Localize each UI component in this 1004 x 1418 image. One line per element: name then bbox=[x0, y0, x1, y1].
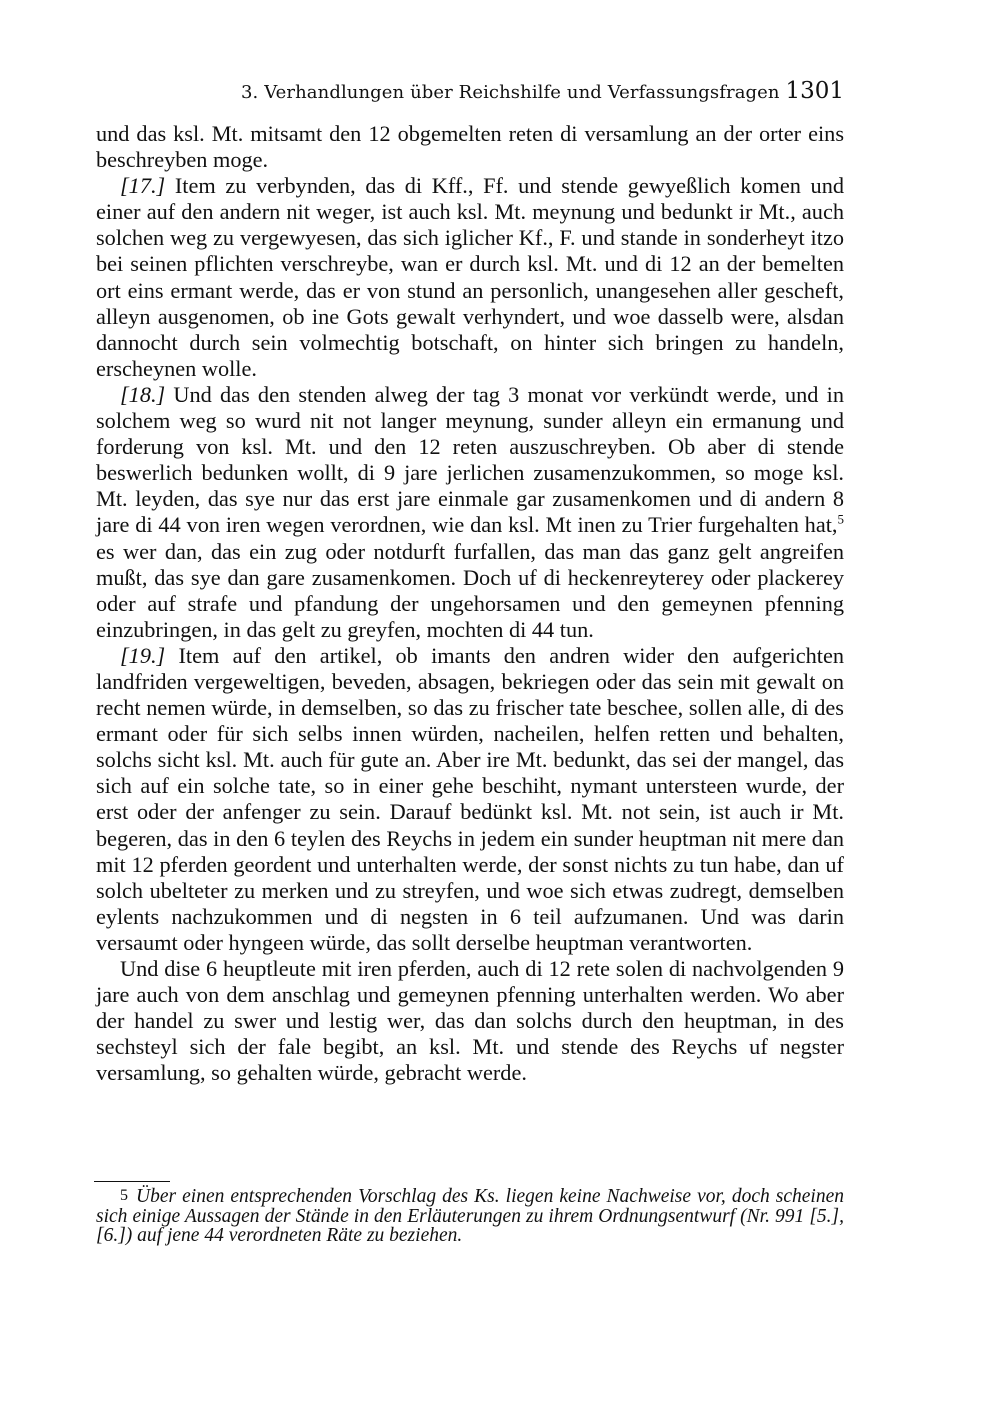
paragraph-continuation bbox=[96, 121, 844, 173]
paragraph-19 bbox=[96, 643, 844, 956]
footnote bbox=[96, 1186, 844, 1246]
page-number: 1301 bbox=[785, 78, 844, 104]
footnote-divider bbox=[94, 1181, 170, 1182]
paragraph-17 bbox=[96, 173, 844, 382]
footnote-text: Über einen entsprechenden Vorschlag des Ks. liegen keine Nachweise vor, doch scheinen sich einige Aussagen der Stände in den Erläuterungen zu ihrem Ordnungsentwurf (Nr. 991 [5.], [6.]) auf jene 44 verordneten Räte zu beziehen. bbox=[96, 1186, 844, 1246]
running-title: 3. Verhandlungen über Reichshilfe und Verfassungsfragen bbox=[241, 82, 780, 103]
paragraph-text: Item zu verbynden, das di Kff., Ff. und stende gewyeßlich komen und einer auf den andern nit weger, ist auch ksl. Mt. meynung und bedunkt ir Mt., auch solchen weg zu vergewyesen, das sich iglicher Kf., F. und stande in sonderheyt itzo bei seinen pflichten verschreybe, wan er durch ksl. Mt. und di 12 an der bemelten ort eins ermant werde, das er von stund an personlich, unangesehen aller gescheft, alleyn ausgenomen, ob ine Gots gewalt verhyndert, und woe dasselb were, alsdan dannocht durch sein volmechtig botschaft, on hinter sich bringen zu handeln, erscheynen wolle. bbox=[96, 173, 844, 381]
paragraph-18 bbox=[96, 382, 844, 643]
article-number-17: [17.] bbox=[120, 173, 166, 199]
paragraph-text: und das ksl. Mt. mitsamt den 12 obgemelten reten di versamlung an der orter eins beschreyben moge. bbox=[96, 121, 844, 173]
paragraph-heuptleute bbox=[96, 956, 844, 1086]
article-number-19: [19.] bbox=[120, 642, 166, 668]
footnote-mark: 5 bbox=[120, 1187, 128, 1204]
article-number-18: [18.] bbox=[120, 381, 166, 407]
main-text bbox=[96, 121, 844, 1086]
paragraph-text: es wer dan, das ein zug oder notdurft furfallen, das man das ganz gelt angreifen mußt, das sye dan gare zusamenkomen. Doch uf di heckenreyterey oder plackerey oder auf strafe und pfandung der ungehorsamen und den gemeynen pfenning einzubringen, in das gelt zu greyfen, mochten di 44 tun. bbox=[96, 538, 844, 642]
footnote-reference[interactable]: 5 bbox=[837, 511, 844, 527]
paragraph-text: Item auf den artikel, ob imants den andren wider den aufgerichten landfriden vergeweltigen, beveden, absagen, bekriegen oder das sein mit gewalt on recht nemen würde, in demselben, so das zu frischer tate beschee, sollen alle, di des ermant oder für sich selbs innen würden, nacheilen, helfen retten und behalten, solchs sicht ksl. Mt. auch für gute an. Aber ire Mt. bedunkt, das sei der mangel, das sich auf ein solche tate, so in einer gehe beschiht, nymant untersteen wurde, der erst oder der anfenger zu sein. Darauf bedünkt ksl. Mt. not sein, ist auch ir Mt. begeren, das in den 6 teylen des Reychs in jedem ein sunder heuptman nit mere dan mit 12 pferden geordent und unterhalten werde, der sonst nichts zu tun habe, dan uf solch ubelteter zu merken und zu streyfen, und woe sich etwas zudregt, demselben eylents nachzukommen und di negsten in 6 teil aufzumanen. Und was darin versaumt oder hyngeen würde, das sollt derselbe heuptman verantworten. bbox=[96, 642, 844, 955]
paragraph-text: Und dise 6 heuptleute mit iren pferden, auch di 12 rete solen di nachvolgenden 9 jare auch von dem anschlag und gemeynen pfenning unterhalten werden. Wo aber der handel zu swer und lestig wer, das dan solchs durch den heuptman, in des sechsteyl sich der fale begibt, an ksl. Mt. und stende des Reychs uf negster versamlung, so gehalten würde, gebracht werde. bbox=[96, 956, 844, 1086]
page-header bbox=[96, 80, 844, 110]
paragraph-text: Und das den stenden alweg der tag 3 monat vor verkündt werde, und in solchem weg so wurd nit not langer meynung, sunder alleyn ein ermanung und forderung von ksl. Mt. und den 12 reten auszuschreyben. Ob aber di stende beswerlich bedunken wollt, di 9 jare jerlichen zusamenzukommen, so moge ksl. Mt. leyden, das sye nur das erst jare einmale gar zusamenkomen und di andern 8 jare di 44 von iren wegen verordnen, wie dan ksl. Mt inen zu Trier furgehalten hat, bbox=[96, 381, 844, 538]
